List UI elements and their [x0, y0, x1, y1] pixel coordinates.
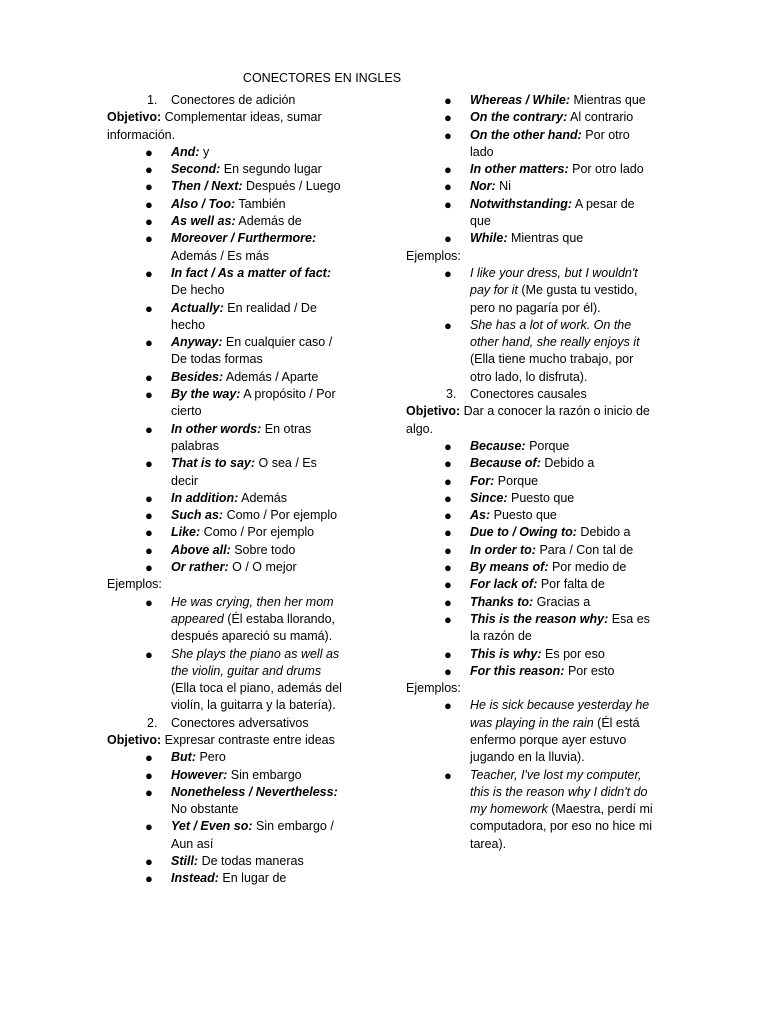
connector-meaning: Ni [495, 179, 511, 194]
examples-heading: Ejemplos: [406, 681, 461, 696]
example-item [406, 697, 656, 766]
connector-term: Above all: [171, 542, 231, 557]
bullet-icon: ● [444, 698, 452, 714]
bullet-icon: ● [444, 162, 452, 178]
connector-meaning: Mientras que [570, 93, 646, 107]
example-item [406, 317, 656, 386]
connector-meaning: Gracias a [533, 594, 591, 609]
example-spanish: (Me gusta tu vestido, pero no pagaría por él). [470, 283, 638, 315]
examples-heading: Ejemplos: [107, 577, 162, 592]
list-item [406, 507, 656, 524]
connector-list [107, 749, 347, 887]
connector-meaning: y [199, 144, 210, 159]
list-item [406, 127, 656, 162]
connector-term: Since: [470, 490, 508, 505]
connector-meaning: Además / Es más [171, 248, 269, 263]
objective-text: Expresar contraste entre ideas [161, 732, 335, 747]
objective-text: Dar a conocer la razón o inicio de algo. [406, 404, 650, 436]
connector-term: Nor: [470, 179, 496, 194]
example-list [406, 265, 656, 386]
connector-meaning: Sin embargo [227, 767, 302, 782]
bullet-icon: ● [145, 871, 153, 887]
example-english: She has a lot of work. On the other hand, she really enjoys it [470, 317, 640, 350]
connector-term: Yet / Even so: [171, 819, 253, 834]
list-item [406, 663, 656, 680]
connector-term: In other matters: [470, 162, 569, 177]
bullet-icon: ● [444, 611, 452, 627]
connector-meaning: Sobre todo [230, 542, 296, 557]
list-item [406, 92, 656, 109]
connector-meaning: De hecho [171, 283, 225, 298]
objective-label: Objetivo: [406, 404, 461, 419]
connector-meaning: Por otro lado [568, 162, 644, 177]
list-item [406, 230, 656, 247]
bullet-icon: ● [145, 231, 153, 247]
connector-term: In order to: [470, 542, 536, 557]
connector-meaning: Sin embargo / Aun así [171, 819, 334, 851]
connector-meaning: Por esto [564, 663, 615, 678]
connector-meaning: Pero [196, 750, 226, 765]
list-item [107, 767, 347, 784]
bullet-icon: ● [444, 577, 452, 593]
bullet-icon: ● [444, 542, 452, 558]
connector-list [406, 438, 656, 680]
bullet-icon: ● [444, 663, 452, 679]
example-spanish: (Maestra, perdí mi computadora, por eso no hice mi tarea). [470, 802, 653, 851]
connector-meaning: Porque [525, 438, 570, 453]
example-english: He is sick because yesterday he was playing in the rain [470, 698, 650, 730]
connector-term: Such as: [171, 508, 224, 523]
connector-term: Nonetheless / Nevertheless: [171, 784, 338, 799]
connector-meaning: Puesto que [490, 508, 557, 523]
section-number: 2. [147, 715, 158, 730]
list-item [406, 438, 656, 455]
bullet-icon: ● [444, 473, 452, 489]
bullet-icon: ● [145, 214, 153, 230]
bullet-icon: ● [444, 93, 452, 108]
list-item [406, 196, 656, 231]
connector-meaning: También [235, 196, 286, 211]
connector-term: However: [171, 767, 228, 782]
list-item [107, 559, 347, 576]
example-list [107, 594, 347, 715]
connector-meaning: Porque [494, 473, 539, 488]
bullet-icon: ● [145, 387, 153, 403]
connector-meaning: Puesto que [507, 490, 575, 505]
connector-meaning: Como / Por ejemplo [200, 525, 315, 540]
example-english: I like your dress, but I wouldn't pay for it [470, 265, 638, 298]
list-item [107, 853, 347, 870]
bullet-icon: ● [145, 784, 153, 800]
list-item [406, 455, 656, 472]
connector-meaning: En lugar de [218, 871, 287, 886]
bullet-icon: ● [145, 560, 153, 576]
list-item [406, 161, 656, 178]
bullet-icon: ● [145, 179, 153, 195]
list-item [406, 109, 656, 126]
objective [406, 403, 656, 438]
bullet-icon: ● [145, 508, 153, 524]
connector-term: In other words: [171, 421, 262, 436]
connector-term: By the way: [171, 387, 241, 402]
bullet-icon: ● [444, 179, 452, 195]
list-item [107, 161, 347, 178]
bullet-icon: ● [145, 490, 153, 506]
connector-meaning: En otras palabras [171, 421, 312, 453]
connector-list [406, 92, 656, 248]
bullet-icon: ● [444, 110, 452, 126]
connector-term: But: [171, 750, 196, 765]
connector-meaning: Por medio de [548, 560, 627, 575]
examples-heading: Ejemplos: [406, 248, 461, 263]
list-item [107, 196, 347, 213]
objective [107, 109, 347, 144]
connector-term: Thanks to: [470, 594, 534, 609]
connector-term: Because of: [470, 456, 541, 471]
connector-term: Notwithstanding: [470, 196, 573, 211]
connector-term: And: [171, 144, 200, 159]
connector-term: In addition: [171, 490, 239, 505]
connector-meaning: Además / Aparte [223, 369, 319, 384]
connector-meaning: Para / Con tal de [535, 542, 634, 557]
connector-meaning: Mientras que [507, 231, 584, 246]
connector-meaning: En cualquier caso / De todas formas [171, 335, 333, 367]
connector-term: On the other hand: [470, 127, 582, 142]
list-item [406, 594, 656, 611]
example-spanish: (Él estaba llorando, después apareció su mamá). [171, 611, 336, 644]
list-item [107, 265, 347, 300]
connector-meaning: Es por eso [541, 646, 605, 661]
bullet-icon: ● [145, 421, 153, 437]
bullet-icon: ● [444, 508, 452, 524]
connector-meaning: Después / Luego [242, 179, 341, 194]
list-item [406, 646, 656, 663]
connector-term: Anyway: [171, 335, 223, 350]
objective-text: Complementar ideas, sumar información. [107, 110, 322, 142]
page-title: CONECTORES EN INGLES [242, 71, 402, 85]
list-item [107, 818, 347, 853]
example-spanish: (Ella tiene mucho trabajo, por otro lado, lo disfruta). [470, 352, 634, 384]
connector-term: In fact / As a matter of fact: [171, 265, 331, 280]
bullet-icon: ● [444, 646, 452, 662]
example-spanish: (Ella toca el piano, además del violín, la guitarra y la batería). [171, 681, 342, 713]
connector-meaning: Debido a [540, 456, 595, 471]
example-item [107, 646, 347, 715]
connector-meaning: Debido a [576, 525, 631, 540]
connector-term: This is why: [470, 646, 542, 661]
example-spanish: (Él está enfermo porque ayer estuvo jugando en la lluvia). [470, 715, 640, 765]
list-item [107, 524, 347, 541]
bullet-icon: ● [444, 265, 452, 281]
list-item [107, 213, 347, 230]
bullet-icon: ● [145, 456, 153, 472]
connector-term: Like: [171, 525, 201, 540]
bullet-icon: ● [145, 144, 153, 160]
connector-term: Moreover / Furthermore: [171, 231, 317, 246]
list-item [107, 749, 347, 766]
section-heading-adversativos [107, 715, 347, 732]
connector-term: Because: [470, 438, 526, 453]
connector-meaning: En segundo lugar [220, 162, 322, 177]
objective-label: Objetivo: [107, 732, 162, 747]
list-item [406, 611, 656, 646]
list-item [107, 178, 347, 195]
list-item [107, 334, 347, 369]
bullet-icon: ● [145, 162, 153, 178]
list-item [406, 524, 656, 541]
example-english: He was crying, then her mom appeared [171, 594, 334, 626]
connector-term: Still: [171, 854, 199, 869]
connector-term: For this reason: [470, 663, 565, 678]
list-item [107, 542, 347, 559]
section-number: 3. [446, 387, 457, 402]
list-item [107, 490, 347, 507]
bullet-icon: ● [444, 456, 452, 472]
connector-list [107, 144, 347, 576]
list-item [107, 455, 347, 490]
example-item [406, 767, 656, 853]
example-english: Teacher, I've lost my computer, this is the reason why I didn't do my homework [470, 767, 648, 817]
connector-meaning: Por otro lado [470, 127, 630, 159]
bullet-icon: ● [444, 560, 452, 576]
connector-term: Second: [171, 162, 221, 177]
bullet-icon: ● [145, 646, 153, 662]
bullet-icon: ● [444, 438, 452, 454]
connector-term: By means of: [470, 560, 549, 575]
bullet-icon: ● [145, 819, 153, 835]
connector-meaning: Por falta de [537, 577, 605, 592]
bullet-icon: ● [444, 594, 452, 610]
bullet-icon: ● [444, 525, 452, 541]
section-title: Conectores adversativos [171, 715, 309, 730]
bullet-icon: ● [145, 750, 153, 766]
list-item [107, 144, 347, 161]
list-item [107, 507, 347, 524]
bullet-icon: ● [145, 265, 153, 281]
section-title: Conectores de adición [171, 93, 296, 107]
connector-meaning: Además de [235, 214, 302, 229]
bullet-icon: ● [145, 854, 153, 870]
list-item [406, 576, 656, 593]
connector-meaning: Además [238, 490, 287, 505]
bullet-icon: ● [145, 767, 153, 783]
connector-meaning: O / O mejor [228, 560, 297, 575]
connector-term: For lack of: [470, 577, 538, 592]
connector-term: Due to / Owing to: [470, 525, 577, 540]
bullet-icon: ● [145, 594, 153, 610]
list-item [406, 473, 656, 490]
list-item [107, 300, 347, 335]
list-item [406, 490, 656, 507]
list-item [107, 230, 347, 265]
connector-meaning: Como / Por ejemplo [223, 508, 338, 523]
section-title: Conectores causales [470, 387, 587, 402]
connector-term: For: [470, 473, 495, 488]
connector-term: Or rather: [171, 560, 229, 575]
example-english: She plays the piano as well as the violin, guitar and drums [171, 646, 340, 678]
connector-term: Then / Next: [171, 179, 243, 194]
connector-meaning: No obstante [171, 802, 239, 817]
list-item [107, 421, 347, 456]
bullet-icon: ● [145, 369, 153, 385]
bullet-icon: ● [145, 335, 153, 351]
list-item [406, 559, 656, 576]
example-item [406, 265, 656, 317]
connector-meaning: De todas maneras [198, 854, 304, 869]
bullet-icon: ● [145, 542, 153, 558]
connector-term: Actually: [171, 300, 224, 315]
connector-term: Instead: [171, 871, 219, 886]
connector-meaning: Esa es la razón de [470, 611, 650, 644]
section-heading-adicion [107, 92, 347, 109]
bullet-icon: ● [145, 525, 153, 541]
left-column [107, 92, 347, 888]
connector-term: While: [470, 231, 508, 246]
section-heading-causales [406, 386, 656, 403]
connector-term: On the contrary: [470, 110, 568, 125]
bullet-icon: ● [444, 317, 452, 333]
bullet-icon: ● [444, 196, 452, 212]
connector-term: Whereas / While: [470, 93, 571, 107]
objective-label: Objetivo: [107, 110, 162, 125]
list-item [107, 784, 347, 819]
example-item [107, 594, 347, 646]
connector-meaning: A propósito / Por cierto [171, 387, 336, 419]
section-number: 1. [147, 93, 158, 107]
connector-term: This is the reason why: [470, 611, 609, 626]
bullet-icon: ● [145, 196, 153, 212]
connector-term: Also / Too: [171, 196, 236, 211]
example-list [406, 697, 656, 853]
connector-term: As well as: [171, 214, 236, 229]
connector-term: As: [470, 508, 491, 523]
bullet-icon: ● [444, 127, 452, 143]
connector-term: Besides: [171, 369, 224, 384]
list-item [107, 870, 347, 887]
list-item [406, 542, 656, 559]
bullet-icon: ● [444, 231, 452, 247]
connector-meaning: A pesar de que [470, 196, 635, 229]
bullet-icon: ● [145, 300, 153, 316]
right-column [406, 92, 656, 853]
bullet-icon: ● [444, 490, 452, 506]
list-item [406, 178, 656, 195]
list-item [107, 369, 347, 386]
bullet-icon: ● [444, 767, 452, 783]
objective [107, 732, 347, 749]
connector-meaning: En realidad / De hecho [171, 300, 317, 332]
connector-meaning: O sea / Es decir [171, 456, 317, 488]
connector-meaning: Al contrario [567, 110, 634, 125]
connector-term: That is to say: [171, 456, 256, 471]
list-item [107, 386, 347, 421]
